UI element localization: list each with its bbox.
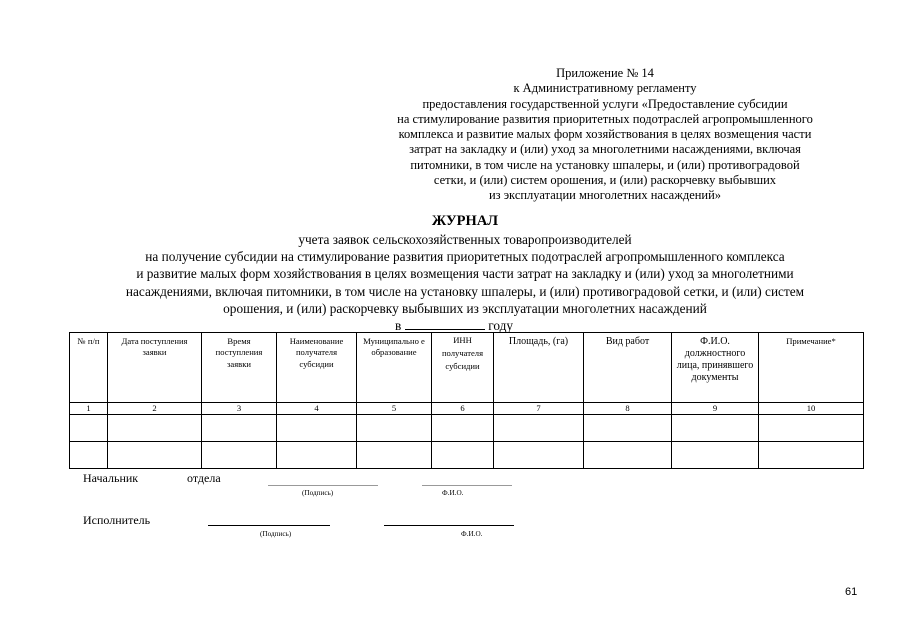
journal-subtitle-line: орошения, и (или) раскорчевку выбывших из эксплуатации многолетних насаждений [223, 300, 707, 316]
dept-label: отдела [187, 471, 221, 485]
column-header: Муниципально е образование [357, 333, 432, 403]
table-cell[interactable] [494, 442, 584, 469]
column-header: Дата поступления заявки [108, 333, 202, 403]
column-header: Ф.И.О. должностного лица, принявшего документы [672, 333, 759, 403]
executor-signature-caption: (Подпись) [260, 530, 292, 538]
page-number: 61 [845, 586, 858, 598]
year-prefix: в [395, 318, 402, 333]
year-blank-field[interactable] [405, 318, 485, 330]
table-cell[interactable] [672, 415, 759, 442]
appendix-line: к Административному регламенту [513, 81, 697, 96]
appendix-line: на стимулирование развития приоритетных подотраслей агропромышленного [397, 111, 813, 126]
executor-label: Исполнитель [83, 513, 151, 527]
table-row [70, 442, 864, 469]
column-number: 9 [672, 403, 759, 415]
table-cell[interactable] [672, 442, 759, 469]
chief-signature-line[interactable] [268, 485, 378, 486]
column-header: Вид работ [584, 333, 672, 403]
journal-subtitle-line: на получение субсидии на стимулирование развития приоритетных подотраслей агропромышленного комплекса [145, 249, 785, 265]
appendix-header [340, 66, 870, 204]
appendix-line: предоставления государственной услуги «Предоставление субсидии [422, 96, 788, 111]
table-cell[interactable] [584, 442, 672, 469]
table-cell[interactable] [494, 415, 584, 442]
table-row [70, 415, 864, 442]
table-cell[interactable] [277, 415, 357, 442]
table-cell[interactable] [108, 415, 202, 442]
table-cell[interactable] [70, 415, 108, 442]
journal-table [69, 332, 864, 469]
appendix-line: из эксплуатации многолетних насаждений» [488, 188, 722, 203]
table-cell[interactable] [759, 415, 864, 442]
column-number: 10 [759, 403, 864, 415]
table-number-row [70, 403, 864, 415]
column-header: Площадь, (га) [494, 333, 584, 403]
table-cell[interactable] [70, 442, 108, 469]
chief-label: Начальник [83, 471, 139, 485]
column-header: Примечание* [759, 333, 864, 403]
table-cell[interactable] [202, 415, 277, 442]
journal-subtitle-line: учета заявок сельскохозяйственных товаропроизводителей [298, 232, 632, 247]
journal-subtitle-line: насаждениями, включая питомники, в том числе на установку шпалеры, и (или) противоградовой сетки, и (или) систем [125, 283, 805, 299]
table-cell[interactable] [357, 415, 432, 442]
appendix-line: затрат на закладку и (или) уход за многолетними насаждениями, включая [409, 142, 801, 157]
column-number: 2 [108, 403, 202, 415]
table-cell[interactable] [584, 415, 672, 442]
table-cell[interactable] [759, 442, 864, 469]
executor-signature-line[interactable] [208, 525, 330, 526]
table-cell[interactable] [108, 442, 202, 469]
chief-name-line[interactable] [422, 485, 512, 486]
table-cell[interactable] [432, 442, 494, 469]
executor-name-line[interactable] [384, 525, 514, 526]
column-header: № п/п [70, 333, 108, 403]
appendix-line: питомники, в том числе на установку шпалеры, и (или) противоградовой [410, 157, 800, 172]
table-cell[interactable] [202, 442, 277, 469]
appendix-line: Приложение № 14 [556, 66, 654, 80]
column-number: 8 [584, 403, 672, 415]
journal-subtitle [60, 231, 870, 317]
column-number: 5 [357, 403, 432, 415]
appendix-line: сетки, и (или) систем орошения, и (или) раскорчевку выбывших [433, 173, 777, 188]
table-cell[interactable] [432, 415, 494, 442]
table-cell[interactable] [357, 442, 432, 469]
chief-signature-caption: (Подпись) [302, 489, 334, 497]
table-cell[interactable] [277, 442, 357, 469]
table-header-row [70, 333, 864, 403]
column-number: 6 [432, 403, 494, 415]
appendix-line: комплекса и развитие малых форм хозяйствования в целях возмещения части [398, 127, 812, 142]
column-number: 4 [277, 403, 357, 415]
column-header: ИНН получателя субсидии [432, 333, 494, 403]
column-number: 7 [494, 403, 584, 415]
column-header: Время поступления заявки [202, 333, 277, 403]
executor-name-caption: Ф.И.О. [461, 530, 483, 538]
column-number: 3 [202, 403, 277, 415]
column-number: 1 [70, 403, 108, 415]
journal-title: ЖУРНАЛ [431, 213, 499, 229]
journal-subtitle-line: и развитие малых форм хозяйствования в целях возмещения части затрат на закладку и (или) уход за многолетними [136, 266, 794, 282]
chief-name-caption: Ф.И.О. [442, 489, 464, 497]
column-header: Наименование получателя субсидии [277, 333, 357, 403]
year-suffix: году [488, 318, 514, 333]
